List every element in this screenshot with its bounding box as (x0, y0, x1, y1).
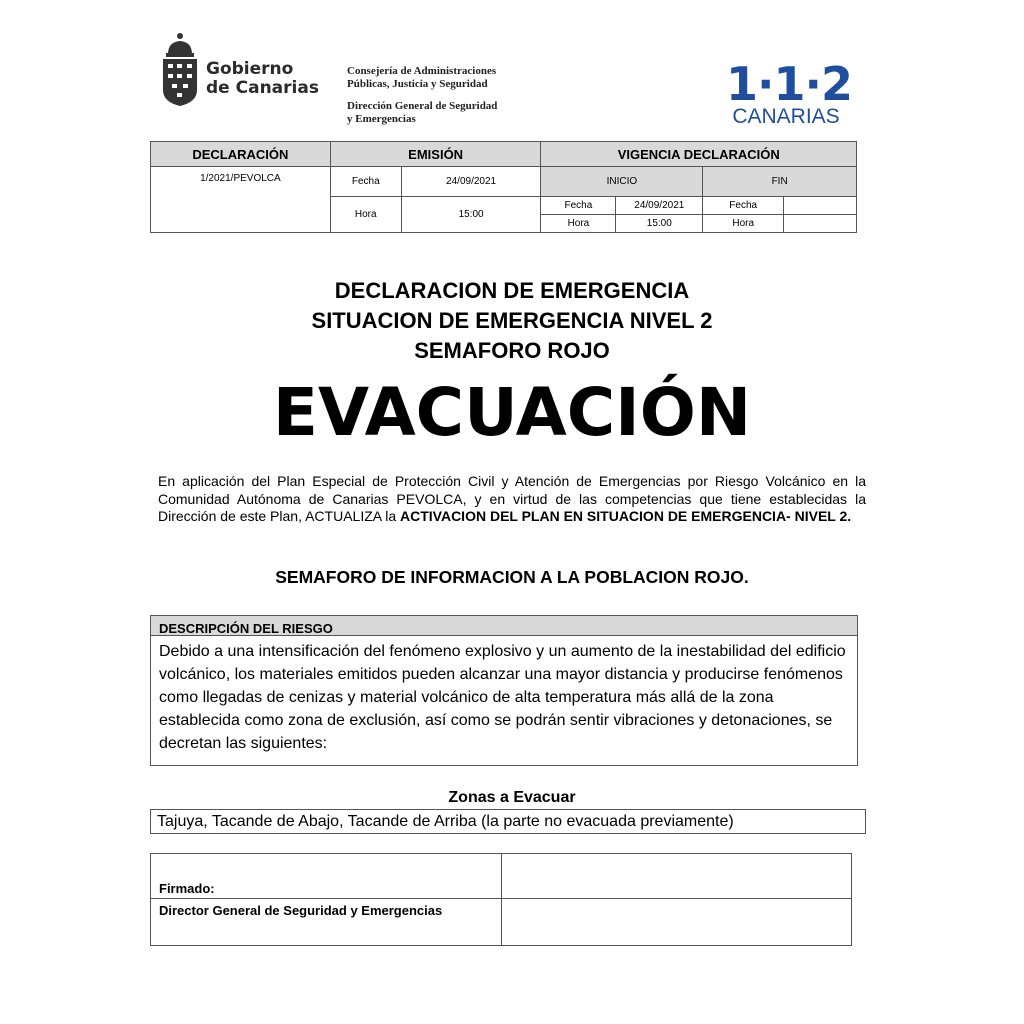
logo-112-text: CANARIAS (732, 105, 840, 128)
inicio-hora-value: 15:00 (616, 215, 703, 233)
direccion-line2: y Emergencias (347, 113, 416, 125)
signer-role-value (501, 899, 851, 946)
intro-text: En aplicación del Plan Especial de Protección Civil y Atención de Emergencias por Riesgo Volcánico en la Comunidad Autónoma de Canarias PEVOLCA, y en virtud de las competencias que tiene establecidas la Dirección de este Plan, ACTUALIZA la (158, 473, 866, 524)
emision-hora-label: Hora (330, 197, 401, 233)
title-line3: SEMAFORO ROJO (414, 338, 610, 363)
risk-body: Debido a una intensificación del fenómeno explosivo y un aumento de la inestabilidad del edificio volcánico, los materiales emitidos pueden alcanzar una mayor distancia y producirse fenómenos como llegadas de cenizas y material volcánico de alta temperatura más allá de la zona establecida como zona de exclusión, así como se podrán sentir vibraciones y detonaciones, se decretan las siguientes: (159, 643, 846, 752)
declaration-table (150, 141, 857, 233)
emision-fecha-value: 24/09/2021 (401, 167, 541, 197)
signature-table (150, 853, 852, 946)
consejeria-label (347, 65, 496, 91)
gov-name-line2: de Canarias (206, 78, 319, 98)
emision-hora-value: 15:00 (401, 197, 541, 233)
main-title-evacuacion: EVACUACIÓN (272, 374, 752, 451)
coat-of-arms-icon (160, 32, 210, 108)
consejeria-line2: Públicas, Justicia y Seguridad (347, 78, 488, 90)
declaration-id: 1/2021/PEVOLCA (151, 167, 331, 233)
gov-name-line1: Gobierno (206, 59, 294, 79)
col-vigencia: VIGENCIA DECLARACIÓN (541, 142, 857, 167)
title-line2: SITUACION DE EMERGENCIA NIVEL 2 (311, 308, 713, 333)
risk-header: DESCRIPCIÓN DEL RIESGO (151, 616, 857, 636)
fin-hora-label: Hora (703, 215, 784, 233)
semaforo-info: SEMAFORO DE INFORMACION A LA POBLACION ROJO. (275, 567, 749, 587)
inicio-hora-label: Hora (541, 215, 616, 233)
direccion-line1: Dirección General de Seguridad (347, 100, 498, 112)
fin-fecha-value (784, 197, 857, 215)
consejeria-line1: Consejería de Administraciones (347, 65, 497, 77)
direccion-label (347, 100, 497, 126)
intro-paragraph (158, 473, 866, 526)
inicio-fecha-value: 24/09/2021 (616, 197, 703, 215)
risk-description-box (150, 615, 858, 766)
zonas-title: Zonas a Evacuar (448, 789, 576, 806)
col-declaracion: DECLARACIÓN (151, 142, 331, 167)
gobierno-canarias-name (206, 60, 319, 98)
signer-role: Director General de Seguridad y Emergencias (151, 899, 502, 946)
zonas-list: Tajuya, Tacande de Abajo, Tacande de Arriba (la parte no evacuada previamente) (150, 809, 866, 834)
declaration-titles (0, 276, 1024, 366)
intro-bold-text: ACTIVACION DEL PLAN EN SITUACION DE EMERGENCIA- NIVEL 2. (400, 508, 852, 524)
emision-fecha-label: Fecha (330, 167, 401, 197)
logo-112-canarias (726, 57, 852, 128)
firmado-value (501, 854, 851, 899)
fin-label: FIN (703, 167, 857, 197)
inicio-label: INICIO (541, 167, 703, 197)
firmado-label: Firmado: (151, 854, 502, 899)
inicio-fecha-label: Fecha (541, 197, 616, 215)
fin-hora-value (784, 215, 857, 233)
col-emision: EMISIÓN (330, 142, 541, 167)
logo-112-number: 1·1·2 (726, 57, 852, 111)
fin-fecha-label: Fecha (703, 197, 784, 215)
title-line1: DECLARACION DE EMERGENCIA (334, 278, 690, 303)
